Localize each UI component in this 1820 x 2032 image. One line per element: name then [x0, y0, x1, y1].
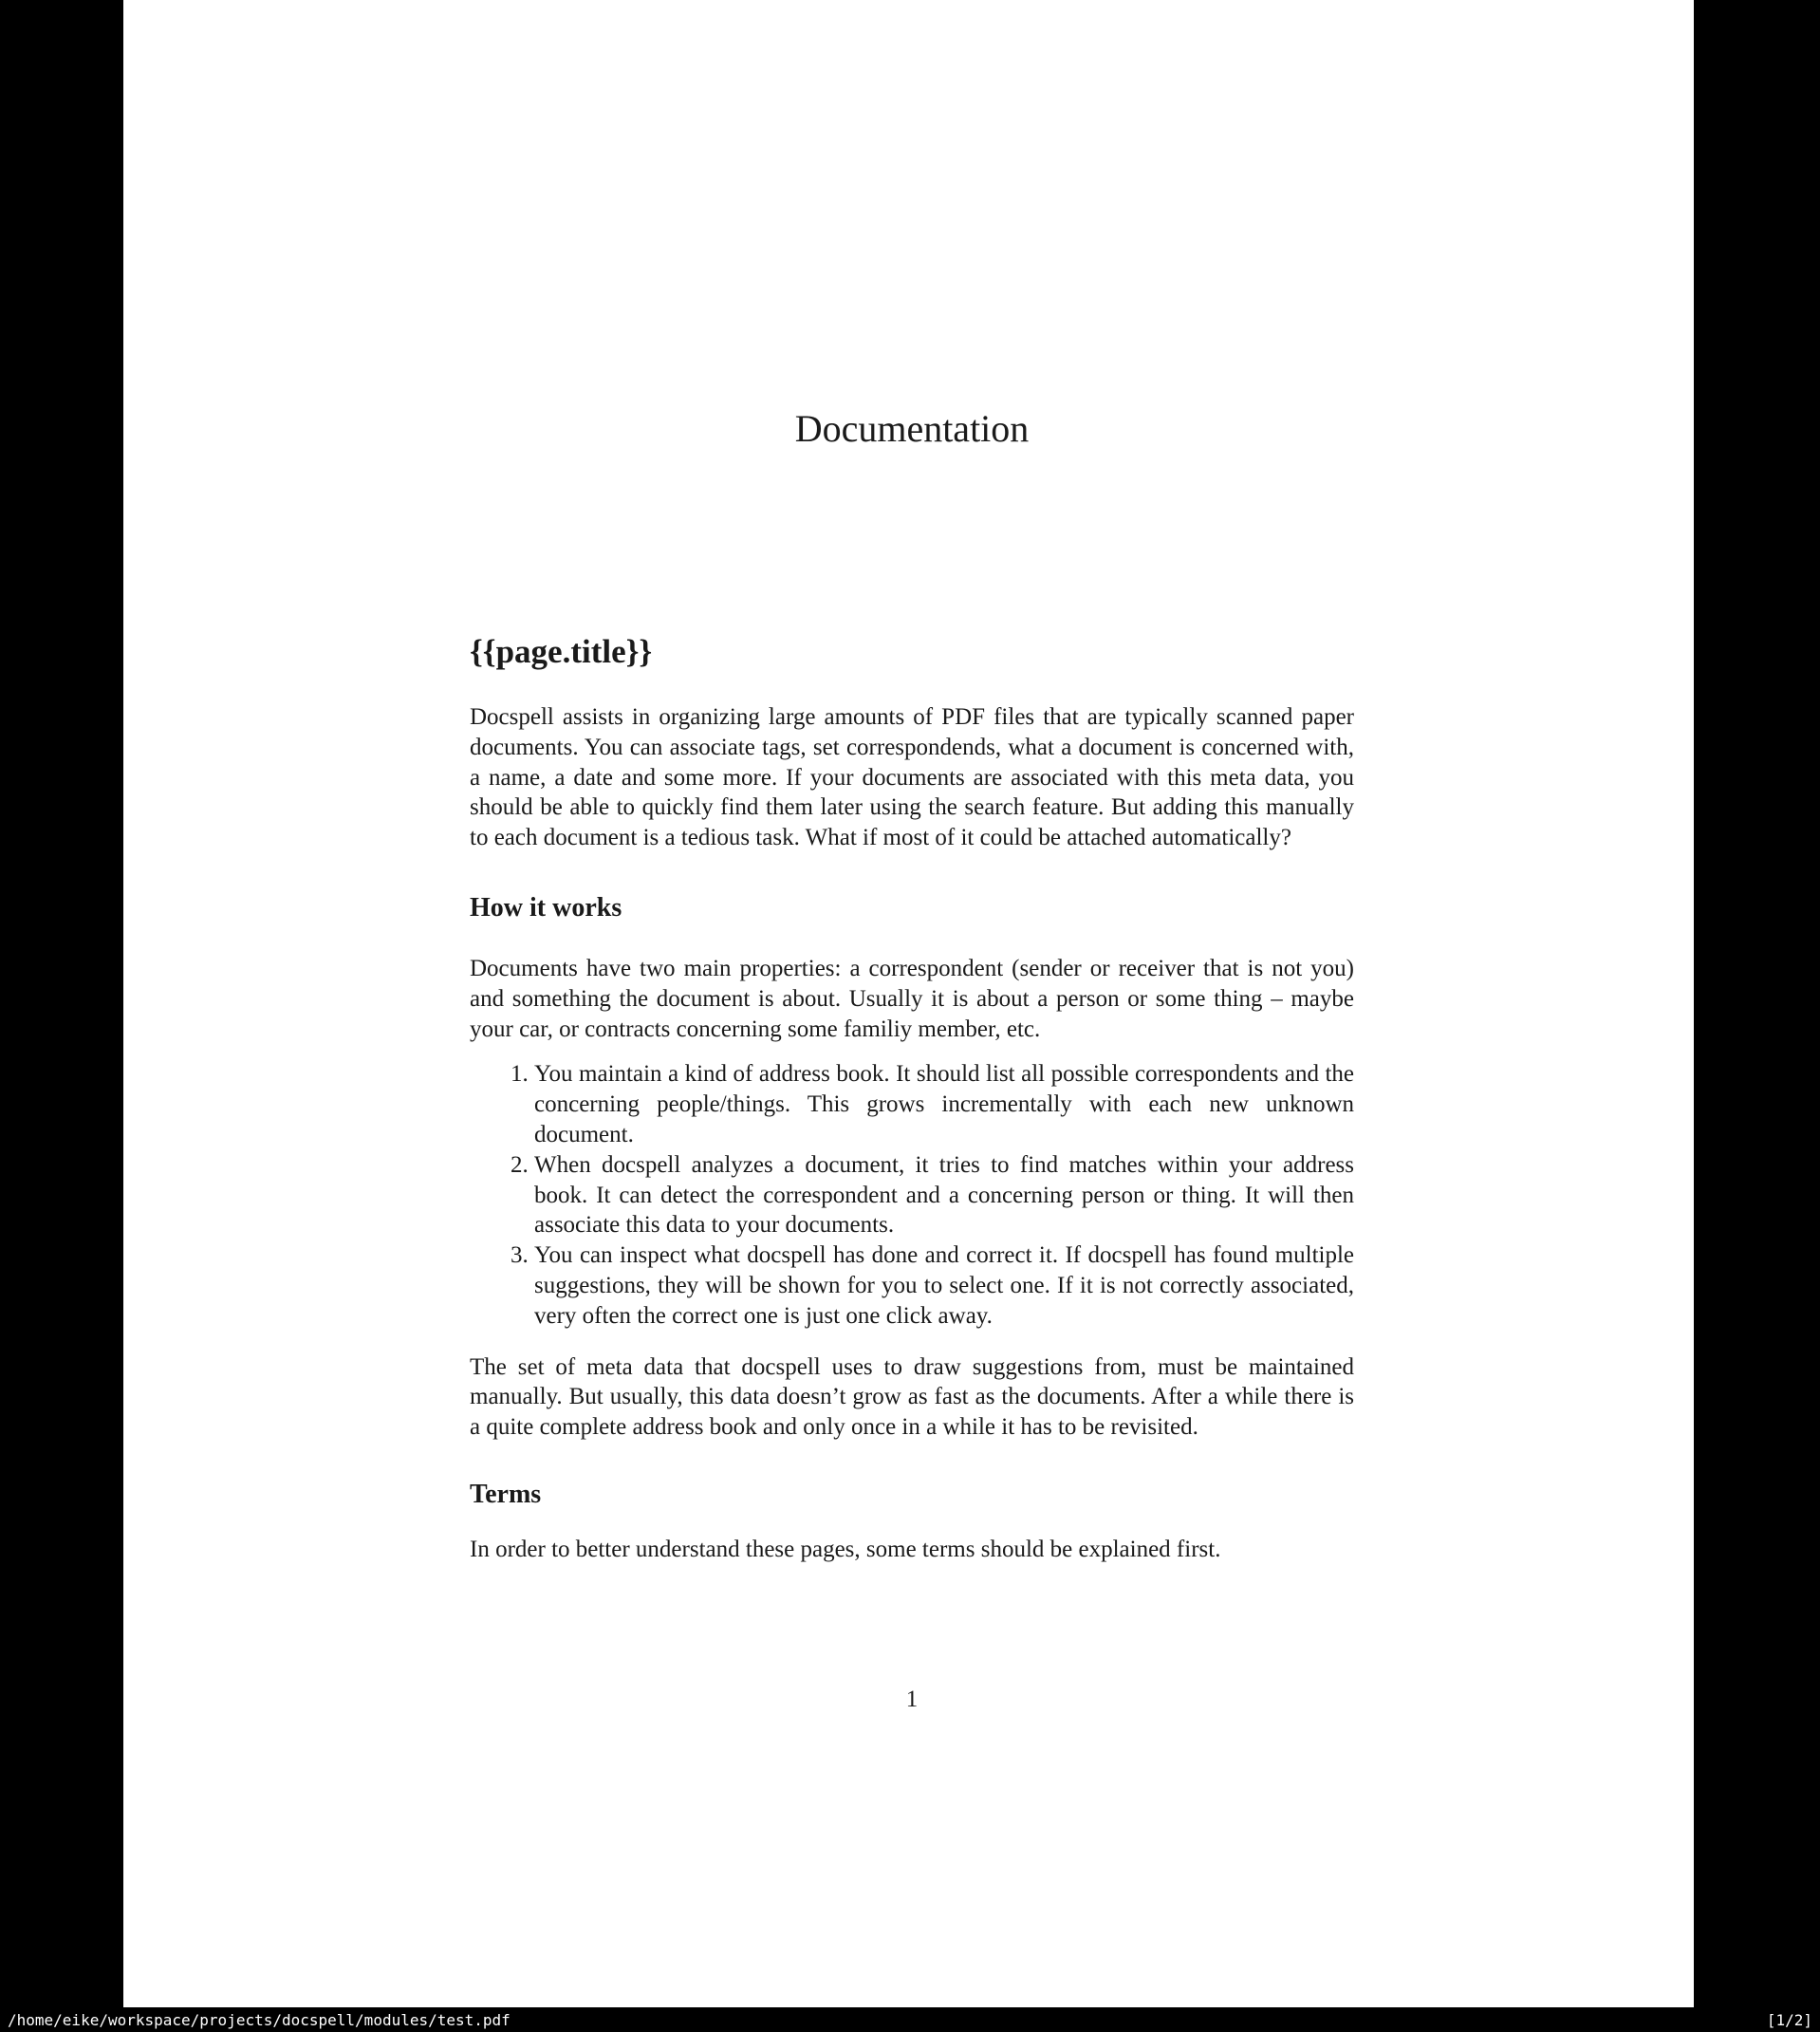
page-title-heading: {{page.title}}	[470, 633, 653, 670]
status-bar	[0, 2007, 1820, 2032]
intro-paragraph: Docspell assists in organizing large amounts of PDF files that are typically scanned paper documents. You can associate tags, set correspondends, what a document is concerned with, a name, a date and some more. If your documents are associated with this meta data, you should be able to quickly find them later using the search feature. But adding this manually to each document is a tedious task. What if most of it could be attached automatically?	[470, 704, 1354, 851]
statusbar-page-indicator: [1/2]	[1766, 2010, 1812, 2029]
step-item-2: 2. When docspell analyzes a document, it tries to find matches within your address book. It can detect the correspondent and a concerning person or thing. It will then associate this data to your documents.	[534, 1150, 1354, 1240]
how-it-works-lead-paragraph: Documents have two main properties: a correspondent (sender or receiver that is not you) and something the document is about. Usually it is about a person or some thing – maybe your car, or contracts concerning some familiy member, etc.	[470, 955, 1354, 1042]
pdf-page	[123, 0, 1694, 2007]
step-item-1: 1. You maintain a kind of address book. It should list all possible correspondents and the concerning people/things. This grows incrementally with each new unknown document.	[534, 1059, 1354, 1149]
statusbar-file-path: /home/eike/workspace/projects/docspell/modules/test.pdf	[8, 2010, 511, 2029]
steps-list	[470, 1059, 1354, 1331]
terms-lead-paragraph: In order to better understand these pages, some terms should be explained first.	[470, 1536, 1221, 1562]
how-it-works-outro-paragraph: The set of meta data that docspell uses to draw suggestions from, must be maintained manually. But usually, this data doesn’t grow as fast as the documents. After a while there is a quite complete address book and only once in a while it has to be revisited.	[470, 1353, 1354, 1441]
page-content	[470, 0, 1354, 1715]
page-number: 1	[905, 1686, 919, 1712]
section-heading-terms: Terms	[470, 1479, 542, 1509]
section-heading-how-it-works: How it works	[470, 892, 622, 923]
document-title: Documentation	[794, 407, 1030, 450]
step-item-3: 3. You can inspect what docspell has done and correct it. If docspell has found multiple suggestions, they will be shown for you to select one. If it is not correctly associated, very often the correct one is just one click away.	[534, 1240, 1354, 1331]
